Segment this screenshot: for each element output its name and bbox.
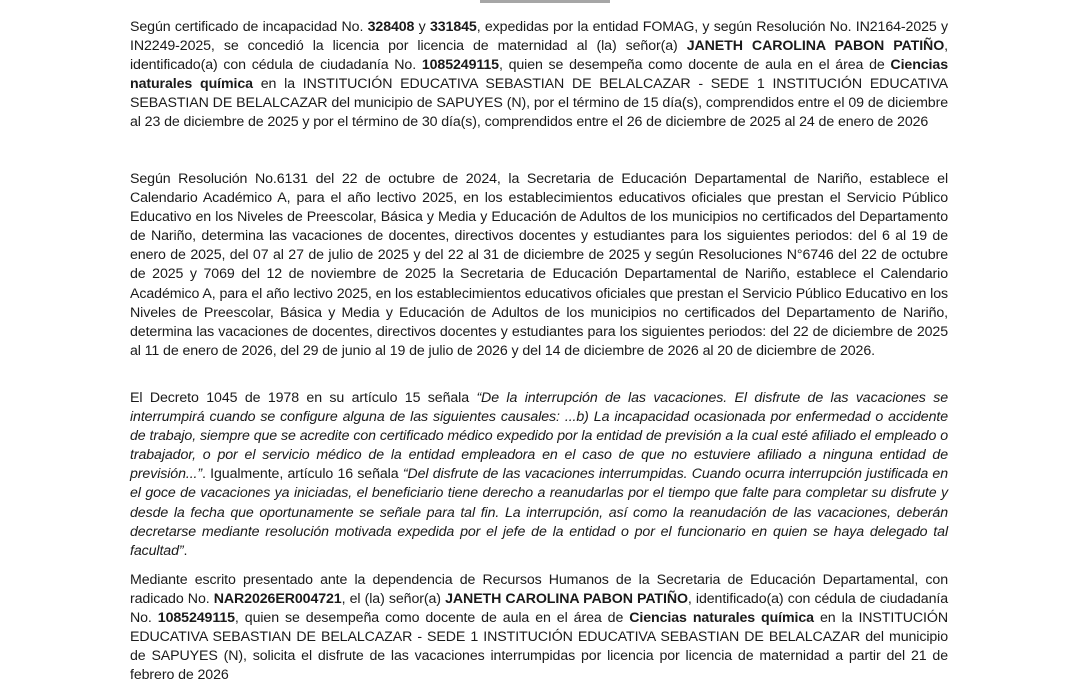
id-number: 1085249115: [157, 610, 235, 627]
paragraph-maternity-leave: [130, 18, 948, 133]
text-run: Mediante escrito presentado ante la dependencia de Recursos Humanos de la Secretaria de Educación Departamental, con radicado No.: [130, 572, 948, 608]
subject-area: Ciencias naturales química: [130, 57, 948, 93]
text-run: , identificado(a) con cédula de ciudadanía No.: [130, 591, 949, 627]
text-run: .: [183, 542, 188, 559]
quote-article-15: “De la interrupción de las vacaciones. El disfrute de las vacaciones se interrumpirá cuando se configure alguna de las siguientes causales: ...b) La incapacidad ocasionada por enfermedad o accidente de trabajo, siempre que se acredite con certificado médico expedido por la entidad de previsión a la cual esté afiliado el empleado o trabajador, o por el servicio médico de la entidad empleadora en el caso de que no estuviere afiliado a ninguna entidad de previsión...”: [130, 390, 949, 483]
scan-top-mark: [480, 0, 610, 3]
text-run: , expedidas por la entidad FOMAG, y según Resolución No. IN2164-2025 y IN2249-2025, se concedió la licencia por licencia de maternidad al (la) señor(a): [130, 19, 949, 55]
subject-area: Ciencias naturales química: [629, 610, 814, 627]
text-run: , quien se desempeña como docente de aula en el área de: [498, 57, 891, 74]
paragraph-decree-1045: [130, 389, 948, 561]
employee-name: JANETH CAROLINA PABON PATIÑO: [445, 591, 688, 608]
text-run: , quien se desempeña como docente de aula en el área de: [234, 610, 630, 627]
certificate-number: 331845: [429, 19, 477, 35]
text-run: en la INSTITUCIÓN EDUCATIVA SEBASTIAN DE BELALCAZAR - SEDE 1 INSTITUCIÓN EDUCATIVA SEBASTIAN DE BELALCAZAR del municipio de SAPUYES (N), por el término de 15 día(s), comprendidos entre el 09 de diciembre al 23 de diciembre de 2025 y por el término de 30 día(s), comprendidos entre el 26 de diciembre de 2025 al 24 de enero de 2026: [130, 76, 949, 131]
employee-name: JANETH CAROLINA PABON PATIÑO: [686, 38, 945, 55]
text-run: y: [414, 19, 430, 35]
text-run: , identificado(a) con cédula de ciudadanía No.: [130, 38, 948, 74]
quote-article-16: “Del disfrute de las vacaciones interrumpidas. Cuando ocurra interrupción justificada en el goce de vacaciones ya iniciadas, el beneficiario tiene derecho a reanudarlas por el tiempo que falte para completar su disfrute y desde la fecha que oportunamente se señale para tal fin. La interrupción, así como la reanudación de las vacaciones, deberán decretarse mediante resolución motivada expedida por el jefe de la entidad o por el funcionario en quien se haya delegado tal facultad”: [130, 466, 949, 559]
text-run: Según certificado de incapacidad No.: [130, 19, 368, 35]
text-run: El Decreto 1045 de 1978 en su artículo 15 señala: [130, 390, 477, 406]
text-run: en la INSTITUCIÓN EDUCATIVA SEBASTIAN DE BELALCAZAR - SEDE 1 INSTITUCIÓN EDUCATIVA SEBASTIAN DE BELALCAZAR del municipio de SAPUYES (N), solicita el disfrute de las vacaciones interrumpidas por licencia por licencia de maternidad a partir del 21 de febrero de 2026: [130, 610, 948, 684]
filing-number: NAR2026ER004721: [213, 591, 342, 608]
text-run: , el (la) señor(a): [341, 591, 446, 608]
paragraph-request: [130, 571, 948, 686]
text-run: . Igualmente, artículo 16 señala: [202, 466, 403, 483]
certificate-number: 328408: [367, 19, 415, 35]
paragraph-academic-calendar: Según Resolución No.6131 del 22 de octubre de 2024, la Secretaria de Educación Departamental de Nariño, establece el Calendario Académico A, para el año lectivo 2025, en los establecimientos educativos oficiales que prestan el Servicio Público Educativo en los Niveles de Preescolar, Básica y Media y Educación de Adultos de los municipios no certificados del Departamento de Nariño, determina las vacaciones de docentes, directivos docentes y estudiantes para los siguientes periodos: del 6 al 19 de enero de 2025, del 07 al 27 de julio de 2025 y del 22 al 31 de diciembre de 2025 y según Resoluciones N°6746 del 22 de octubre de 2025 y 7069 del 12 de noviembre de 2025 la Secretaria de Educación Departamental de Nariño, establece el Calendario Académico A, para el año lectivo 2025, en los establecimientos educativos oficiales que prestan el Servicio Público Educativo en los Niveles de Preescolar, Básica y Media y Educación de Adultos de los municipios no certificados del Departamento de Nariño, determina las vacaciones de docentes, directivos docentes y estudiantes para los siguientes periodos: del 22 de diciembre de 2025 al 11 de enero de 2026, del 29 de junio al 19 de julio de 2026 y del 14 de diciembre de 2026 al 20 de diciembre de 2026.: [130, 171, 948, 359]
id-number: 1085249115: [421, 57, 499, 74]
